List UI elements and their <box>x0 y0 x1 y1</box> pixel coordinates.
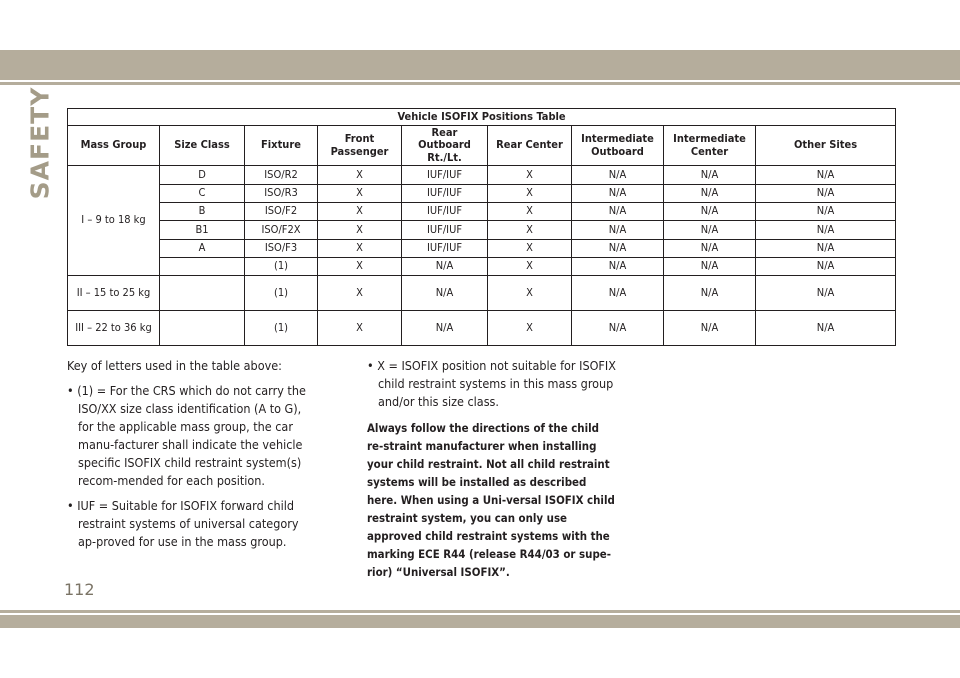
isofix-positions-table <box>67 108 896 346</box>
table-cell: N/A <box>664 311 756 346</box>
table-cell: N/A <box>664 184 756 202</box>
key-bullet-size-class: • (1) = For the CRS which do not carry the ISO/XX size class identification (A to G), for the applicable mass group, the car manu-facturer shall indicate the vehicle specific ISOFIX child restraint system(s) recom-mended for each position. <box>67 383 306 488</box>
table-cell: (1) <box>245 311 318 346</box>
header-band <box>0 50 960 80</box>
table-cell: B <box>160 202 245 220</box>
table-cell: N/A <box>572 276 664 311</box>
table-cell: N/A <box>572 221 664 239</box>
key-bullet-x: • X = ISOFIX position not suitable for ISOFIX child restraint systems in this mass group and/or this size class. <box>367 358 616 409</box>
table-cell: X <box>318 202 402 220</box>
table-cell: N/A <box>664 166 756 184</box>
table-cell: A <box>160 239 245 257</box>
key-bullet-iuf: • IUF = Suitable for ISOFIX forward child restraint systems of universal category ap-proved for use in the mass group. <box>67 498 299 549</box>
mass-group-cell: II – 15 to 25 kg <box>68 276 160 311</box>
table-cell: N/A <box>756 311 896 346</box>
table-cell: IUF/IUF <box>402 202 488 220</box>
table-cell: N/A <box>572 258 664 276</box>
table-cell: X <box>488 276 572 311</box>
key-column-left <box>67 357 316 558</box>
table-header-cell: Intermediate Outboard <box>572 126 664 166</box>
mass-group-cell: I – 9 to 18 kg <box>68 166 160 276</box>
table-cell: X <box>318 276 402 311</box>
table-cell: X <box>488 239 572 257</box>
table-cell: N/A <box>664 276 756 311</box>
table-row <box>68 276 896 311</box>
table-cell: D <box>160 166 245 184</box>
section-label-text: SAFETY <box>25 86 55 200</box>
table-cell: X <box>318 311 402 346</box>
table-cell: X <box>318 239 402 257</box>
table-cell: IUF/IUF <box>402 221 488 239</box>
table-cell: IUF/IUF <box>402 184 488 202</box>
table-cell: N/A <box>402 258 488 276</box>
table-header-cell: Mass Group <box>68 126 160 166</box>
table-cell <box>160 258 245 276</box>
table-cell: X <box>318 221 402 239</box>
table-cell: X <box>488 166 572 184</box>
table-cell: (1) <box>245 276 318 311</box>
page-number: 112 <box>64 580 95 599</box>
table-cell: ISO/F2X <box>245 221 318 239</box>
table-cell: N/A <box>756 166 896 184</box>
table-row <box>68 202 896 220</box>
table-cell: X <box>318 166 402 184</box>
table-row <box>68 311 896 346</box>
table-header-cell: Front Passenger <box>318 126 402 166</box>
table-cell <box>160 276 245 311</box>
mass-group-cell: III – 22 to 36 kg <box>68 311 160 346</box>
table-row <box>68 258 896 276</box>
table-cell: X <box>488 184 572 202</box>
table-header-cell: Rear Center <box>488 126 572 166</box>
table-cell: C <box>160 184 245 202</box>
table-cell: ISO/F2 <box>245 202 318 220</box>
table-row <box>68 221 896 239</box>
footer-rule <box>0 610 960 613</box>
table-cell: N/A <box>572 202 664 220</box>
table-cell: ISO/R3 <box>245 184 318 202</box>
table-cell: B1 <box>160 221 245 239</box>
table-title: Vehicle ISOFIX Positions Table <box>68 109 896 126</box>
table-cell: N/A <box>664 221 756 239</box>
table-cell: N/A <box>756 184 896 202</box>
table-cell: N/A <box>572 184 664 202</box>
table-cell: N/A <box>756 258 896 276</box>
table-cell: ISO/R2 <box>245 166 318 184</box>
table-header-cell: Other Sites <box>756 126 896 166</box>
table-cell: N/A <box>572 239 664 257</box>
table-row <box>68 184 896 202</box>
table-header-cell: Intermediate Center <box>664 126 756 166</box>
table-cell: N/A <box>572 166 664 184</box>
table-header-cell: Fixture <box>245 126 318 166</box>
table-cell: N/A <box>402 311 488 346</box>
table-cell: IUF/IUF <box>402 239 488 257</box>
table-header-cell: Size Class <box>160 126 245 166</box>
key-intro: Key of letters used in the table above: <box>67 358 282 373</box>
header-rule <box>0 82 960 85</box>
table-cell: X <box>488 258 572 276</box>
table-cell: (1) <box>245 258 318 276</box>
table-cell: N/A <box>756 221 896 239</box>
table-cell: N/A <box>572 311 664 346</box>
table-cell: N/A <box>664 202 756 220</box>
footer-band <box>0 615 960 628</box>
table-cell: N/A <box>664 239 756 257</box>
table-cell: X <box>488 311 572 346</box>
table-cell: N/A <box>756 202 896 220</box>
table-cell: N/A <box>756 239 896 257</box>
table-cell: X <box>488 202 572 220</box>
table-cell: N/A <box>402 276 488 311</box>
section-label <box>22 86 58 200</box>
table-cell: X <box>318 258 402 276</box>
table-cell: IUF/IUF <box>402 166 488 184</box>
table-header-cell: Rear Outboard Rt./Lt. <box>402 126 488 166</box>
table-cell: N/A <box>664 258 756 276</box>
key-column-right <box>367 357 616 588</box>
table-cell: X <box>318 184 402 202</box>
table-cell <box>160 311 245 346</box>
table-cell: X <box>488 221 572 239</box>
table-cell: N/A <box>756 276 896 311</box>
warning-paragraph: Always follow the directions of the child re-straint manufacturer when installing your child restraint. Not all child restraint systems will be installed as described here. When using a Uni-versal ISOFIX child restraint system, you can only use approved child restraint systems with the marking ECE R44 (release R44/03 or supe-rior) “Universal ISOFIX”. <box>367 421 615 579</box>
table-row <box>68 166 896 184</box>
table-cell: ISO/F3 <box>245 239 318 257</box>
table-row <box>68 239 896 257</box>
